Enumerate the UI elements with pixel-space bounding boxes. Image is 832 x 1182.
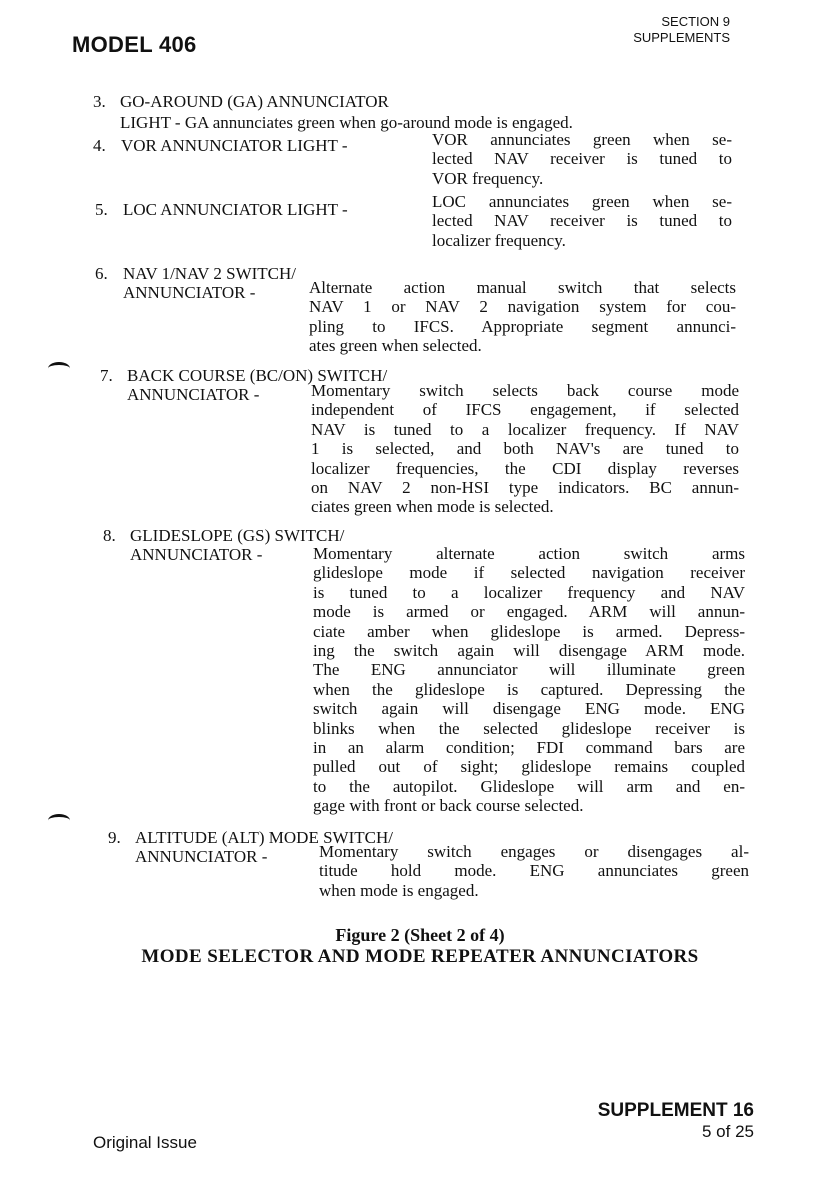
description-line: VOR frequency. (432, 168, 544, 188)
figure-caption (90, 924, 750, 968)
item-description (309, 278, 736, 356)
item-label: ANNUNCIATOR - (130, 545, 263, 564)
description-line: mode is armed or engaged. ARM will annun- (313, 602, 745, 622)
description-line: pulled out of sight; glideslope remains coupled (313, 757, 745, 777)
description-line: LIGHT - GA annunciates green when go-around mode is engaged. (120, 113, 573, 132)
description-line: lected NAV receiver is tuned to (432, 211, 732, 231)
description-line: ciate amber when glideslope is armed. Depress- (313, 621, 745, 641)
description-line: NAV is tuned to a localizer frequency. If NAV (311, 419, 739, 439)
description-line: pling to IFCS. Appropriate segment annunci- (309, 316, 736, 336)
item-label: ANNUNCIATOR - (135, 847, 268, 866)
item-description (432, 130, 732, 188)
description-line: Momentary alternate action switch arms (313, 544, 745, 563)
item-description (311, 381, 739, 517)
description-line: on NAV 2 non-HSI type indicators. BC annun- (311, 478, 739, 498)
description-line: LOC annunciates green when se- (432, 192, 732, 211)
item-number: 3. (93, 92, 106, 111)
section-header (633, 14, 730, 46)
document-model-title: MODEL 406 (72, 32, 197, 57)
description-line: switch again will disengage ENG mode. ENG (313, 699, 745, 719)
subsection-label: SUPPLEMENTS (633, 30, 730, 45)
item-number: 5. (95, 200, 108, 219)
item-title: GO-AROUND (GA) ANNUNCIATOR (120, 92, 389, 111)
figure-title: MODE SELECTOR AND MODE REPEATER ANNUNCIATORS (141, 946, 699, 967)
item-number: 8. (103, 526, 116, 545)
description-line: titude hold mode. ENG annunciates green (319, 861, 749, 881)
description-line: Momentary switch engages or disengages al- (319, 842, 749, 861)
description-line: when the glideslope is captured. Depressing the (313, 679, 745, 699)
description-line: 1 is selected, and both NAV's are tuned to (311, 439, 739, 459)
item-number: 9. (108, 828, 121, 847)
description-line: The ENG annunciator will illuminate green (313, 660, 745, 680)
description-line: in an alarm condition; FDI command bars are (313, 738, 745, 758)
list-item-vor (93, 130, 753, 198)
description-line: lected NAV receiver is tuned to (432, 149, 732, 169)
item-title: ALTITUDE (ALT) MODE SWITCH/ (135, 828, 393, 847)
item-description (313, 544, 745, 816)
list-item-back-course (100, 366, 760, 522)
description-line: to the autopilot. Glideslope will arm and en- (313, 776, 745, 796)
item-title: VOR ANNUNCIATOR LIGHT - (121, 136, 348, 155)
item-title: LOC ANNUNCIATOR LIGHT - (123, 200, 348, 219)
item-title: BACK COURSE (BC/ON) SWITCH/ (127, 366, 388, 385)
item-number: 6. (95, 264, 108, 283)
list-item-glideslope (103, 526, 763, 826)
section-label: SECTION 9 (661, 14, 730, 29)
item-title: GLIDESLOPE (GS) SWITCH/ (130, 526, 345, 545)
list-item-go-around (93, 92, 753, 134)
item-label: ANNUNCIATOR - (127, 385, 260, 404)
item-description (432, 192, 732, 250)
description-line: gage with front or back course selected. (313, 796, 584, 816)
revision-mark (48, 814, 70, 827)
description-line: localizer frequencies, the CDI display reverses (311, 458, 739, 478)
item-number: 4. (93, 136, 106, 155)
description-line: glideslope mode if selected navigation receiver (313, 563, 745, 583)
description-line: ciates green when mode is selected. (311, 497, 554, 517)
item-title: NAV 1/NAV 2 SWITCH/ (123, 264, 297, 283)
description-line: independent of IFCS engagement, if selected (311, 400, 739, 420)
issue-label: Original Issue (93, 1133, 197, 1152)
description-line: NAV 1 or NAV 2 navigation system for cou- (309, 297, 736, 317)
supplement-label: SUPPLEMENT 16 (597, 1100, 754, 1121)
description-line: VOR annunciates green when se- (432, 130, 732, 149)
description-line: when mode is engaged. (319, 880, 479, 900)
list-item-nav-switch (95, 264, 755, 364)
description-line: Momentary switch selects back course mode (311, 381, 739, 400)
description-line: ates green when selected. (309, 336, 482, 356)
item-label: ANNUNCIATOR - (123, 283, 256, 302)
list-item-loc (93, 192, 753, 262)
list-item-altitude (108, 828, 768, 908)
item-number: 7. (100, 366, 113, 385)
description-line: blinks when the selected glideslope receiver is (313, 718, 745, 738)
page-number: 5 of 25 (702, 1122, 754, 1141)
description-line: Alternate action manual switch that selects (309, 278, 736, 297)
item-description (319, 842, 749, 900)
page-footer (598, 1100, 754, 1142)
revision-mark (48, 362, 70, 375)
description-line: is tuned to a localizer frequency and NAV (313, 582, 745, 602)
figure-sheet-label: Figure 2 (Sheet 2 of 4) (335, 925, 505, 945)
description-line: ing the switch again will disengage ARM mode. (313, 641, 745, 661)
description-line: localizer frequency. (432, 230, 566, 250)
